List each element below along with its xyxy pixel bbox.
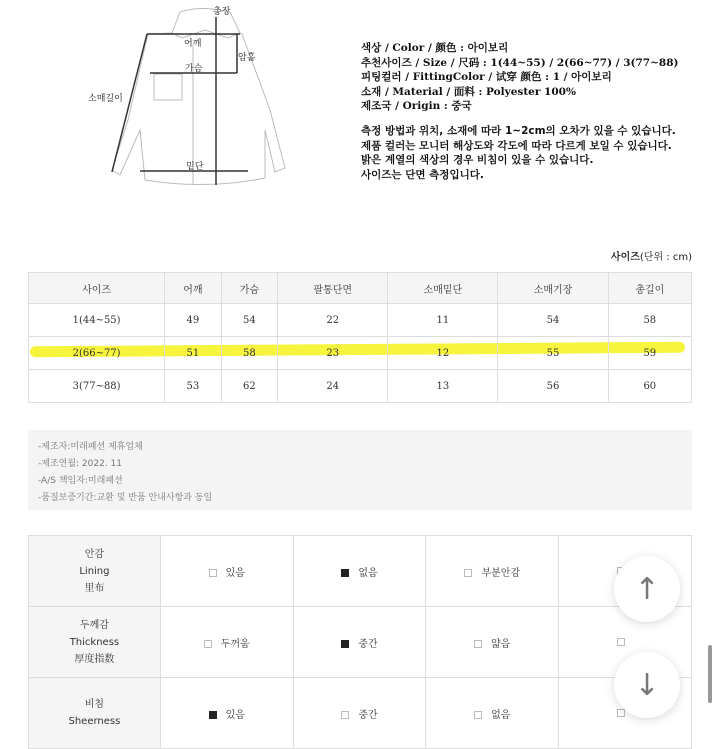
spec-color: 색상 / Color / 颜色 : 아이보리 [361, 42, 509, 54]
arrow-up-icon: ↑ [634, 571, 660, 607]
column-header: 가슴 [221, 273, 277, 304]
table-header-row [29, 273, 692, 304]
attribute-option [160, 678, 293, 749]
table-cell: 23 [278, 337, 388, 370]
table-row [29, 337, 692, 370]
table-cell: 12 [388, 337, 498, 370]
scrollbar[interactable] [708, 645, 712, 703]
option-label: 없음 [491, 709, 511, 721]
note: 사이즈는 단면 측정입니다. [361, 168, 484, 181]
size-table-title: 사이즈 [610, 252, 640, 263]
label-chest: 가슴 [185, 64, 203, 74]
info-warranty: -품질보증기간:교환 및 반품 안내사항과 동일 [38, 493, 213, 503]
table-cell: 2(66~77) [29, 337, 165, 370]
table-cell: 58 [608, 304, 691, 337]
attribute-label [29, 607, 161, 678]
column-header: 총길이 [608, 273, 691, 304]
attribute-row [29, 536, 692, 607]
option-label: 있음 [225, 567, 245, 579]
attribute-option [426, 678, 559, 749]
table-cell: 58 [221, 337, 277, 370]
option-label: 중간 [358, 709, 378, 721]
table-cell: 54 [221, 304, 277, 337]
size-table [28, 272, 692, 403]
checked-box-icon [341, 569, 349, 577]
table-cell: 53 [165, 370, 221, 403]
column-header: 소매밑단 [388, 273, 498, 304]
unchecked-box-icon [474, 711, 482, 719]
unchecked-box-icon [617, 638, 625, 646]
spec-fitting-color: 피팅컬러 / FittingColor / 试穿 颜色 : 1 / 아이보리 [361, 71, 612, 83]
attribute-label-line: 厚度指数 [74, 653, 115, 665]
label-shoulder: 어깨 [184, 39, 202, 49]
attribute-label-line: 두께감 [79, 619, 109, 631]
product-info-box [28, 430, 692, 510]
scroll-down-button[interactable] [614, 652, 680, 718]
attribute-label [29, 678, 161, 749]
checked-box-icon [209, 711, 217, 719]
label-sleeve: 소매길이 [88, 94, 123, 104]
table-cell: 54 [498, 304, 608, 337]
measurement-notes [361, 124, 676, 182]
info-manufacturer: -제조자:미래패션 제휴업체 [38, 442, 143, 452]
table-cell: 1(44~55) [29, 304, 165, 337]
attribute-label-line: Thickness [69, 636, 120, 648]
attribute-option [293, 678, 426, 749]
unchecked-box-icon [204, 640, 212, 648]
checked-box-icon [341, 640, 349, 648]
attribute-option [160, 536, 293, 607]
table-cell: 24 [278, 370, 388, 403]
table-cell: 62 [221, 370, 277, 403]
label-hem: 밑단 [186, 162, 204, 172]
option-label: 중간 [358, 638, 378, 650]
option-label: 있음 [225, 709, 245, 721]
attribute-option [160, 607, 293, 678]
fabric-attributes-table [28, 535, 692, 749]
attribute-row [29, 678, 692, 749]
attribute-label-line: 비침 [84, 699, 105, 710]
column-header: 소매기장 [498, 273, 608, 304]
table-row [29, 370, 692, 403]
table-cell: 51 [165, 337, 221, 370]
unchecked-box-icon [341, 711, 349, 719]
option-label: 얇음 [491, 638, 511, 650]
size-table-caption [611, 248, 692, 263]
column-header: 팔통단면 [278, 273, 388, 304]
unchecked-box-icon [464, 569, 472, 577]
option-label: 두꺼움 [220, 638, 250, 650]
attribute-label-line: Sheerness [68, 716, 121, 727]
unchecked-box-icon [209, 569, 217, 577]
column-header: 어깨 [165, 273, 221, 304]
label-armhole: 암홀 [238, 53, 256, 63]
spec-origin: 제조국 / Origin : 중국 [361, 100, 472, 112]
option-label: 부분안감 [481, 567, 521, 579]
attribute-option [293, 607, 426, 678]
column-header: 사이즈 [29, 273, 165, 304]
attribute-row [29, 607, 692, 678]
note: 밝은 계열의 색상의 경우 비침이 있을 수 있습니다. [361, 154, 594, 166]
table-cell: 13 [388, 370, 498, 403]
info-date: -제조연월: 2022. 11 [38, 459, 122, 469]
table-cell: 60 [608, 370, 691, 403]
note: 측정 방법과 위치, 소재에 따라 1~2cm의 오차가 있을 수 있습니다. [361, 125, 676, 137]
table-cell: 22 [278, 304, 388, 337]
option-label: 없음 [358, 567, 378, 579]
table-cell: 11 [388, 304, 498, 337]
shirt-measurement-diagram [80, 0, 300, 200]
table-cell: 3(77~88) [29, 370, 165, 403]
attribute-option [426, 607, 559, 678]
attribute-label-line: 里布 [84, 582, 105, 594]
attribute-option [426, 536, 559, 607]
attribute-option [293, 536, 426, 607]
scroll-up-button[interactable] [614, 556, 680, 622]
info-as: -A/S 책임자:미래패션 [38, 476, 123, 486]
table-cell: 56 [498, 370, 608, 403]
unchecked-box-icon [617, 709, 625, 717]
product-specs [361, 41, 679, 114]
spec-size: 추천사이즈 / Size / 尺码 : 1(44~55) / 2(66~77) / 3(77~88) [361, 56, 679, 69]
table-cell: 49 [165, 304, 221, 337]
arrow-down-icon: ↓ [634, 667, 660, 703]
table-cell: 55 [498, 337, 608, 370]
unchecked-box-icon [474, 640, 482, 648]
table-cell: 59 [608, 337, 691, 370]
label-length: 총장 [213, 7, 231, 17]
unit-label: (단위 : cm) [639, 252, 692, 263]
attribute-label-line: 안감 [84, 548, 105, 560]
table-row [29, 304, 692, 337]
attribute-label [29, 536, 161, 607]
spec-material: 소재 / Material / 面料 : Polyester 100% [361, 85, 576, 98]
note: 제품 컬러는 모니터 해상도와 각도에 따라 다르게 보일 수 있습니다. [361, 139, 672, 152]
attribute-label-line: Lining [79, 565, 110, 577]
